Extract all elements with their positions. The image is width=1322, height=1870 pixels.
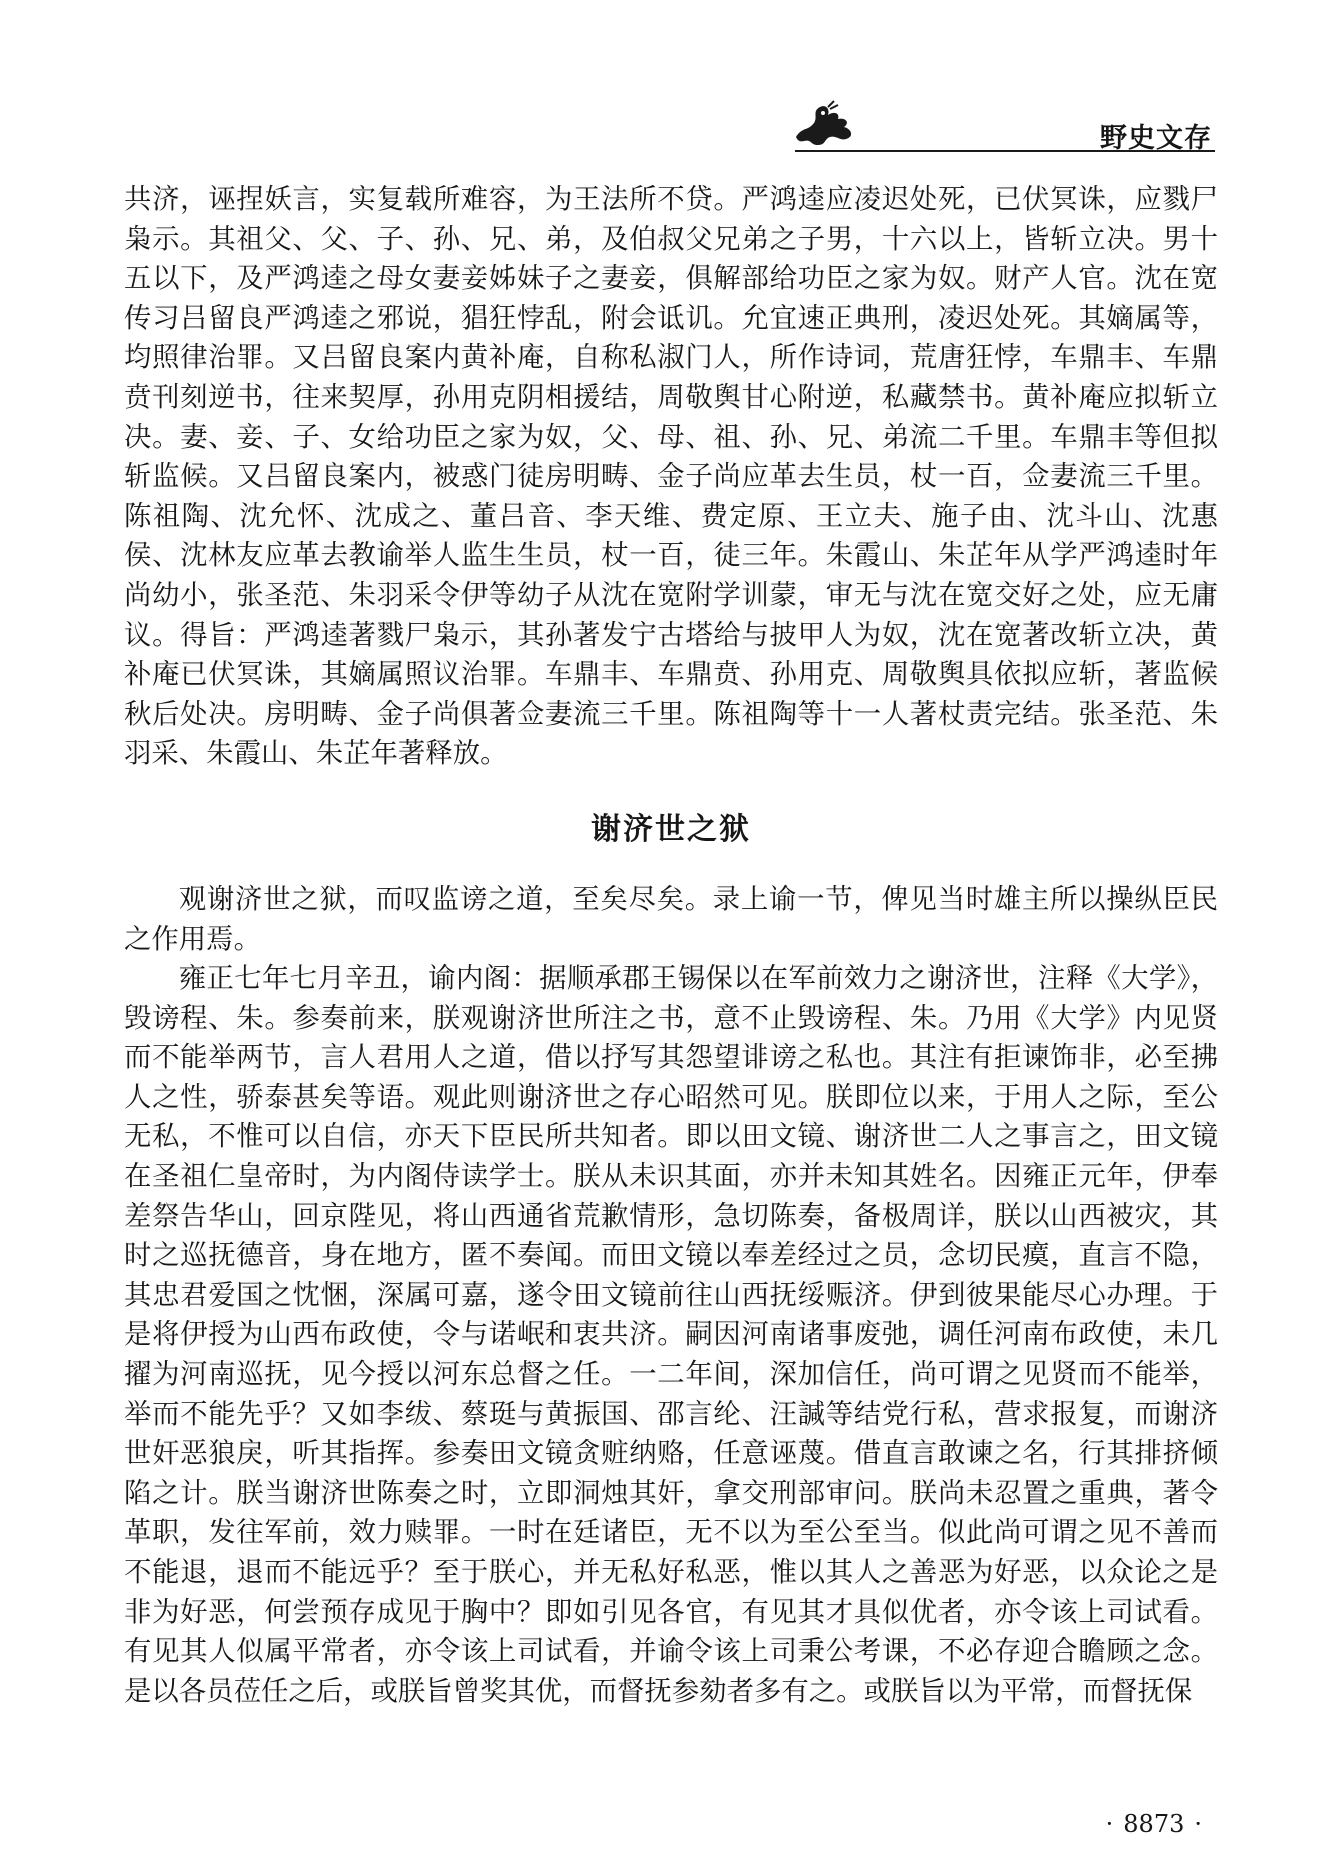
- body-paragraph: 雍正七年七月辛丑，谕内阁：据顺承郡王锡保以在军前效力之谢济世，注释《大学》，毁谤程、朱。参奏前来，朕观谢济世所注之书，意不止毁谤程、朱。乃用《大学》内见贤而不能举两节，言人君用人之道，借以抒写其怨望诽谤之私也。其注有拒谏饰非，必至拂人之性，骄泰甚矣等语。观此则谢济世之存心昭然可见。朕即位以来，于用人之际，至公无私，不惟可以自信，亦天下臣民所共知者。即以田文镜、谢济世二人之事言之，田文镜在圣祖仁皇帝时，为内阁侍读学士。朕从未识其面，亦并未知其姓名。因雍正元年，伊奉差祭告华山，回京陛见，将山西通省荒歉情形，急切陈奏，备极周详，朕以山西被灾，其时之巡抚德音，身在地方，匿不奏闻。而田文镜以奉差经过之员，念切民瘼，直言不隐，其忠君爱国之忱悃，深属可嘉，遂令田文镜前往山西抚绥赈济。伊到彼果能尽心办理。于是将伊授为山西布政使，令与诺岷和衷共济。嗣因河南诸事废弛，调任河南布政使，未几擢为河南巡抚，见今授以河东总督之任。一二年间，深加信任，尚可谓之见贤而不能举，举而不能先乎？又如李绂、蔡珽与黄振国、邵言纶、汪諴等结党行私，营求报复，而谢济世奸恶狼戾，听其指挥。参奏田文镜贪赃纳赂，任意诬蔑。借直言敢谏之名，行其排挤倾陷之计。朕当谢济世陈奏之时，立即洞烛其奸，拿交刑部审问。朕尚未忍置之重典，著令革职，发往军前，效力赎罪。一时在廷诸臣，无不以为至公至当。似此尚可谓之见不善而不能退，退而不能远乎？至于朕心，并无私好私恶，惟以其人之善恶为好恶，以众论之是非为好恶，何尝预存成见于胸中？即如引见各官，有见其才具似优者，亦令该上司试看。有见其人似属平常者，亦令该上司试看，并谕令该上司秉公考课，不必存迎合瞻顾之念。是以各员莅任之后，或朕旨曾奖其优，而督抚参劾者多有之。或朕旨以为平常，而督抚保: [124, 963, 1218, 1707]
- page-number-dot: ·: [1105, 1810, 1114, 1838]
- body-paragraph: 观谢济世之狱，而叹监谤之道，至矣尽矣。录上谕一节，俾见当时雄主所以操纵臣民之作用焉。: [124, 883, 1218, 955]
- dragon-icon: [790, 97, 860, 149]
- page-content: [124, 180, 1218, 1711]
- page-number: [1096, 1810, 1212, 1838]
- page-number-value: 8873: [1123, 1810, 1185, 1838]
- section-title: 谢济世之狱: [591, 811, 751, 847]
- series-title: 野史文存: [1100, 123, 1212, 154]
- page-number-dot: ·: [1194, 1810, 1202, 1838]
- header-rule: [795, 150, 1215, 152]
- body-paragraph: 共济，诬捏妖言，实复载所难容，为王法所不贷。严鸿逵应凌迟处死，已伏冥诛，应戮尸枭示。其祖父、父、子、孙、兄、弟，及伯叔父兄弟之子男，十六以上，皆斩立决。男十五以下，及严鸿逵之母女妻妾姊妹子之妻妾，俱解部给功臣之家为奴。财产人官。沈在宽传习吕留良严鸿逵之邪说，猖狂悖乱，附会诋讥。允宜速正典刑，凌迟处死。其嫡属等，均照律治罪。又吕留良案内黄补庵，自称私淑门人，所作诗词，荒唐狂悖，车鼎丰、车鼎贲刊刻逆书，往来契厚，孙用克阴相援结，周敬舆甘心附逆，私藏禁书。黄补庵应拟斩立决。妻、妾、子、女给功臣之家为奴，父、母、祖、孙、兄、弟流二千里。车鼎丰等但拟斩监候。又吕留良案内，被惑门徒房明畴、金子尚应革去生员，杖一百，佥妻流三千里。陈祖陶、沈允怀、沈成之、董吕音、李天维、费定原、王立夫、施子由、沈斗山、沈惠侯、沈林友应革去教谕举人监生生员，杖一百，徒三年。朱霞山、朱芷年从学严鸿逵时年尚幼小，张圣范、朱羽采令伊等幼子从沈在宽附学训蒙，审无与沈在宽交好之处，应无庸议。得旨：严鸿逵著戮尸枭示，其孙著发宁古塔给与披甲人为奴，沈在宽著改斩立决，黄补庵已伏冥诛，其嫡属照议治罪。车鼎丰、车鼎贲、孙用克、周敬舆具依拟应斩，著监候秋后处决。房明畴、金子尚俱著佥妻流三千里。陈祖陶等十一人著杖责完结。张圣范、朱羽采、朱霞山、朱芷年著释放。: [124, 184, 1218, 770]
